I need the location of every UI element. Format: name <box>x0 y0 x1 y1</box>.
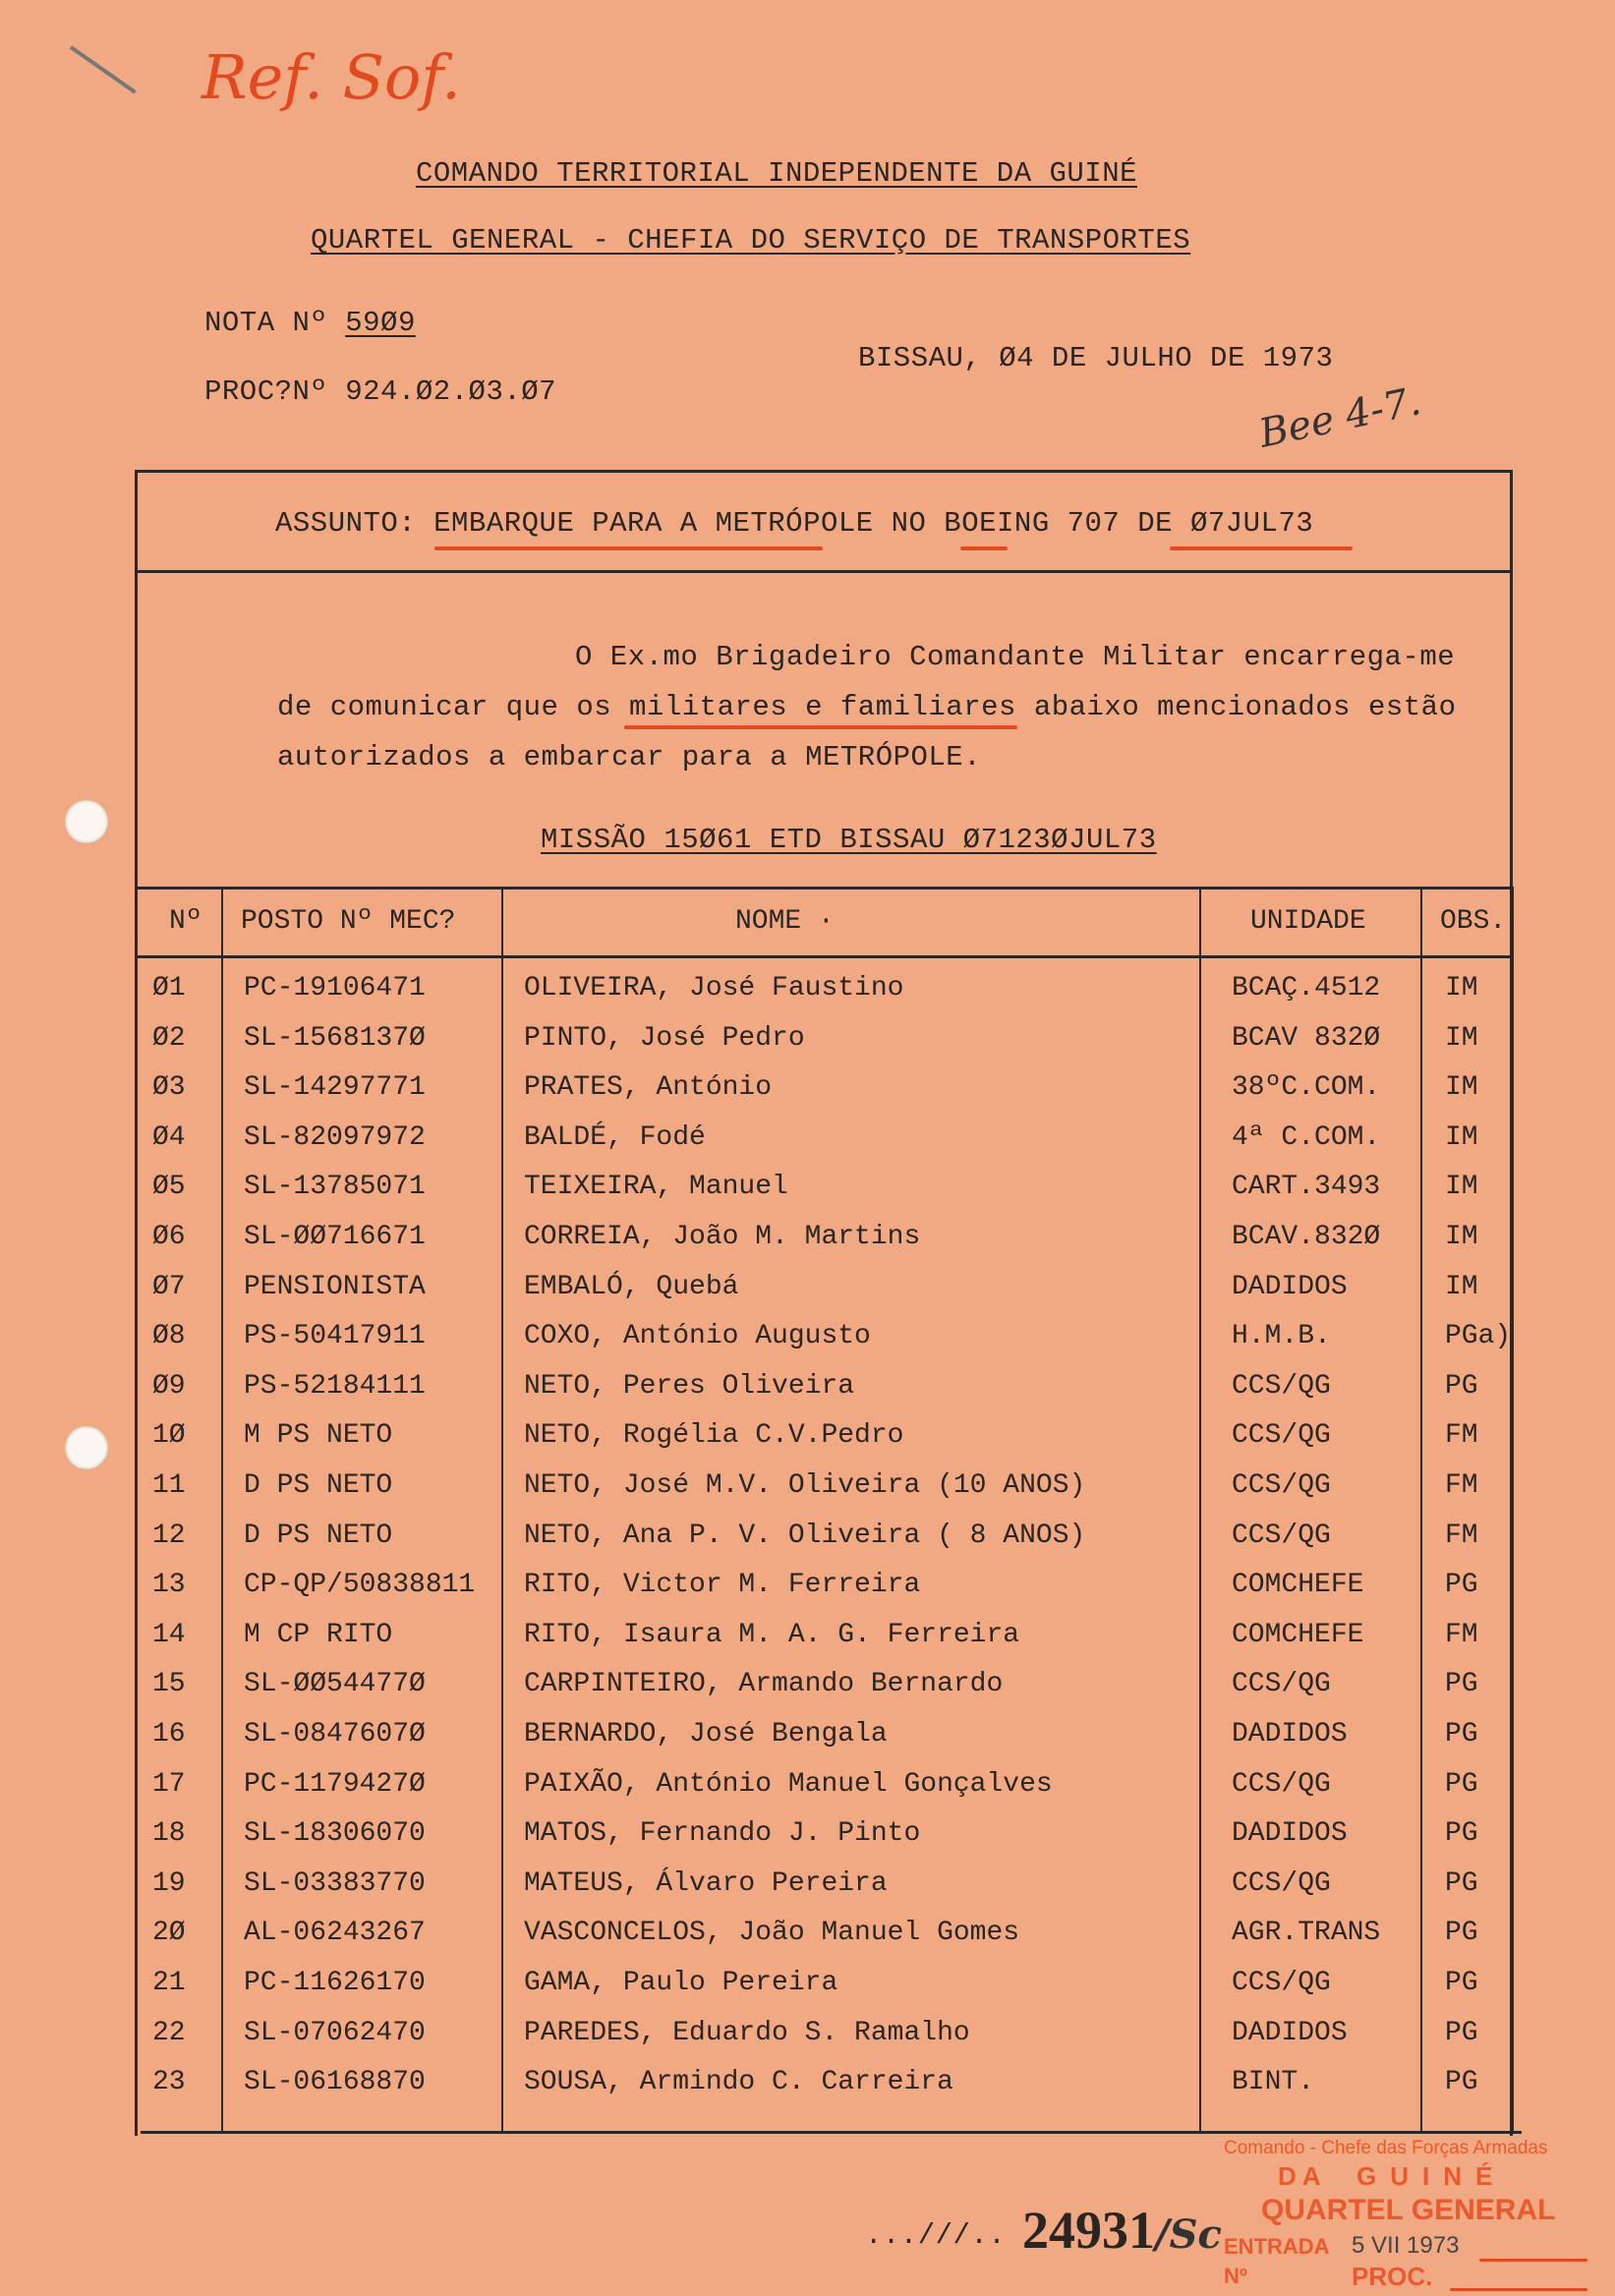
row-number: 18 <box>152 1818 186 1850</box>
name: PAREDES, Eduardo S. Ramalho <box>524 2017 970 2048</box>
row-number: Ø9 <box>152 1370 186 1402</box>
posto-number: PC-11626170 <box>244 1968 426 1998</box>
divider <box>135 955 1513 958</box>
unit: AGR.TRANS <box>1232 1918 1381 1949</box>
red-underline <box>434 546 823 550</box>
obs: PG <box>1445 1918 1478 1949</box>
posto-number: SL-06168870 <box>244 2067 426 2098</box>
unit: CCS/QG <box>1232 1768 1331 1800</box>
row-number: 15 <box>152 1669 186 1700</box>
posto-number: SL-1568137Ø <box>244 1022 426 1054</box>
divider <box>135 887 1513 890</box>
row-number: Ø2 <box>152 1022 186 1054</box>
entry-suffix: /Sc <box>1155 2211 1222 2258</box>
row-number: 16 <box>152 1719 186 1750</box>
body-line-3: autorizados a embarcar para a METRÓPOLE. <box>277 741 982 774</box>
obs: PG <box>1445 1867 1478 1899</box>
header-number: Nº <box>169 906 202 937</box>
row-number: Ø8 <box>152 1321 186 1352</box>
posto-number: SL-ØØ54477Ø <box>244 1669 426 1700</box>
name: PAIXÃO, António Manuel Gonçalves <box>524 1768 1053 1800</box>
obs: PG <box>1445 1669 1478 1700</box>
row-number: Ø3 <box>152 1072 186 1104</box>
header-command: COMANDO TERRITORIAL INDEPENDENTE DA GUINÉ <box>416 157 1138 190</box>
posto-number: AL-06243267 <box>244 1918 426 1949</box>
row-number: 11 <box>152 1470 186 1501</box>
handwritten-reference: Ref. Sof. <box>202 41 461 113</box>
unit: BCAV 832Ø <box>1232 1022 1381 1054</box>
name: CORREIA, João M. Martins <box>524 1222 921 1252</box>
nota-number <box>204 307 416 339</box>
obs: PG <box>1445 1768 1478 1800</box>
obs: IM <box>1445 973 1478 1004</box>
stamp-da: DA <box>1278 2161 1327 2191</box>
posto-number: SL-07062470 <box>244 2017 426 2048</box>
obs: IM <box>1445 1172 1478 1203</box>
row-number: 21 <box>152 1968 186 1998</box>
staple-mark-icon <box>70 45 137 93</box>
row-number: 12 <box>152 1520 186 1551</box>
posto-number: PS-50417911 <box>244 1321 426 1352</box>
obs: FM <box>1445 1470 1478 1501</box>
unit: DADIDOS <box>1232 1719 1348 1750</box>
posto-number: SL-14297771 <box>244 1072 426 1104</box>
column-divider <box>221 887 223 2131</box>
unit: DADIDOS <box>1232 1818 1348 1850</box>
row-number: Ø5 <box>152 1172 186 1203</box>
row-number: 19 <box>152 1867 186 1899</box>
unit: CCS/QG <box>1232 1420 1331 1452</box>
stamp-line <box>1479 2259 1587 2262</box>
name: RITO, Isaura M. A. G. Ferreira <box>524 1619 1020 1650</box>
unit: CCS/QG <box>1232 1867 1331 1899</box>
obs: PG <box>1445 2067 1478 2098</box>
entry-number-value: 24931 <box>1022 2201 1155 2260</box>
name: SOUSA, Armindo C. Carreira <box>524 2067 953 2098</box>
body-line-1: O Ex.mo Brigadeiro Comandante Militar encarrega-me <box>575 641 1456 673</box>
subject-line: ASSUNTO: EMBARQUE PARA A METRÓPOLE NO BOEING 707 DE Ø7JUL73 <box>275 507 1314 540</box>
posto-number: SL-03383770 <box>244 1867 426 1899</box>
name: BALDÉ, Fodé <box>524 1121 706 1153</box>
obs: PG <box>1445 1719 1478 1750</box>
stamp-command: Comando - Chefe das Forças Armadas <box>1224 2138 1548 2158</box>
obs: PG <box>1445 2017 1478 2048</box>
obs: IM <box>1445 1121 1478 1153</box>
obs: IM <box>1445 1022 1478 1054</box>
stamp-proc: PROC. <box>1352 2262 1433 2291</box>
obs: IM <box>1445 1072 1478 1104</box>
posto-number: PC-1179427Ø <box>244 1768 426 1800</box>
process-number: PROC?Nº 924.Ø2.Ø3.Ø7 <box>204 375 557 408</box>
posto-number: PC-19106471 <box>244 973 426 1004</box>
unit: 38ºC.COM. <box>1232 1072 1381 1104</box>
row-number: Ø4 <box>152 1121 186 1153</box>
continuation-mark: ...///.. <box>865 2219 1007 2252</box>
header-quartel: QUARTEL GENERAL - CHEFIA DO SERVIÇO DE TRANSPORTES <box>311 224 1191 257</box>
column-divider <box>1199 887 1201 2131</box>
obs: PG <box>1445 1570 1478 1601</box>
posto-number: CP-QP/50838811 <box>244 1570 476 1601</box>
name: PINTO, José Pedro <box>524 1022 805 1054</box>
red-underline <box>960 546 1008 550</box>
unit: COMCHEFE <box>1232 1570 1364 1601</box>
nota-label: NOTA Nº <box>204 307 346 339</box>
row-number: 2Ø <box>152 1918 186 1949</box>
name: MATEUS, Álvaro Pereira <box>524 1867 888 1899</box>
body-line-2: de comunicar que os militares e familiares abaixo mencionados estão <box>277 691 1457 723</box>
name: OLIVEIRA, José Faustino <box>524 973 904 1004</box>
nota-value: 59Ø9 <box>345 307 416 339</box>
obs: PGa) <box>1445 1321 1512 1352</box>
unit: CCS/QG <box>1232 1669 1331 1700</box>
stamp-entrada: ENTRADA <box>1224 2234 1330 2259</box>
row-number: 17 <box>152 1768 186 1800</box>
unit: DADIDOS <box>1232 2017 1348 2048</box>
row-number: 22 <box>152 2017 186 2048</box>
posto-number: D PS NETO <box>244 1470 393 1501</box>
obs: IM <box>1445 1222 1478 1252</box>
column-divider <box>501 887 503 2131</box>
row-number: Ø6 <box>152 1222 186 1252</box>
unit: 4ª C.COM. <box>1232 1121 1381 1153</box>
punch-hole <box>65 800 108 843</box>
stamp-quartel-general: QUARTEL GENERAL <box>1261 2194 1556 2226</box>
stamp-guine: GUINÉ <box>1356 2161 1507 2191</box>
obs: FM <box>1445 1420 1478 1452</box>
row-number: 1Ø <box>152 1420 186 1452</box>
unit: CCS/QG <box>1232 1968 1331 1998</box>
name: BERNARDO, José Bengala <box>524 1719 888 1750</box>
name: PRATES, António <box>524 1072 773 1104</box>
obs: FM <box>1445 1619 1478 1650</box>
punch-hole <box>65 1426 108 1469</box>
unit: COMCHEFE <box>1232 1619 1364 1650</box>
obs: PG <box>1445 1968 1478 1998</box>
posto-number: SL-ØØ716671 <box>244 1222 426 1252</box>
stamp-no: Nº <box>1224 2264 1247 2288</box>
obs: FM <box>1445 1520 1478 1551</box>
posto-number: SL-18306070 <box>244 1818 426 1850</box>
red-underline <box>624 725 1017 729</box>
divider <box>135 570 1513 573</box>
obs: IM <box>1445 1271 1478 1302</box>
posto-number: M PS NETO <box>244 1420 393 1452</box>
header-nome: NOME · <box>735 906 835 937</box>
table-bottom <box>141 2131 1522 2134</box>
unit: BCAV.832Ø <box>1232 1222 1381 1252</box>
name: NETO, Peres Oliveira <box>524 1370 855 1402</box>
name: MATOS, Fernando J. Pinto <box>524 1818 921 1850</box>
obs: PG <box>1445 1370 1478 1402</box>
posto-number: SL-82097972 <box>244 1121 426 1153</box>
unit: BCAÇ.4512 <box>1232 973 1381 1004</box>
row-number: 23 <box>152 2067 186 2098</box>
posto-number: PENSIONISTA <box>244 1271 426 1302</box>
name: TEIXEIRA, Manuel <box>524 1172 788 1203</box>
name: COXO, António Augusto <box>524 1321 871 1352</box>
stamp-line <box>1450 2288 1587 2291</box>
handwritten-initials: Bee 4-7. <box>1255 378 1425 457</box>
name: EMBALÓ, Quebá <box>524 1271 739 1302</box>
posto-number: PS-52184111 <box>244 1370 426 1402</box>
header-unidade: UNIDADE <box>1250 906 1366 937</box>
unit: CCS/QG <box>1232 1470 1331 1501</box>
stamp-date: 5 VII 1973 <box>1352 2232 1460 2259</box>
row-number: 14 <box>152 1619 186 1650</box>
name: GAMA, Paulo Pereira <box>524 1968 838 1998</box>
unit: CART.3493 <box>1232 1172 1381 1203</box>
posto-number: D PS NETO <box>244 1520 393 1551</box>
name: VASCONCELOS, João Manuel Gomes <box>524 1918 1020 1949</box>
header-posto: POSTO Nº MEC? <box>241 906 456 937</box>
mission-line: MISSÃO 15Ø61 ETD BISSAU Ø7123ØJUL73 <box>541 824 1157 856</box>
column-divider <box>1420 887 1422 2131</box>
obs: PG <box>1445 1818 1478 1850</box>
red-underline <box>1170 546 1353 550</box>
date-line: BISSAU, Ø4 DE JULHO DE 1973 <box>858 342 1334 374</box>
name: NETO, Rogélia C.V.Pedro <box>524 1420 904 1452</box>
unit: CCS/QG <box>1232 1370 1331 1402</box>
posto-number: SL-13785071 <box>244 1172 426 1203</box>
row-number: 13 <box>152 1570 186 1601</box>
name: NETO, Ana P. V. Oliveira ( 8 ANOS) <box>524 1520 1086 1551</box>
posto-number: SL-0847607Ø <box>244 1719 426 1750</box>
name: CARPINTEIRO, Armando Bernardo <box>524 1669 1004 1700</box>
header-obs: OBS. <box>1440 906 1507 937</box>
entry-number <box>1022 2202 1222 2260</box>
unit: CCS/QG <box>1232 1520 1331 1551</box>
name: RITO, Victor M. Ferreira <box>524 1570 921 1601</box>
row-number: Ø1 <box>152 973 186 1004</box>
name: NETO, José M.V. Oliveira (10 ANOS) <box>524 1470 1086 1501</box>
column-divider <box>1512 887 1514 2131</box>
row-number: Ø7 <box>152 1271 186 1302</box>
unit: BINT. <box>1232 2067 1315 2098</box>
posto-number: M CP RITO <box>244 1619 393 1650</box>
unit: DADIDOS <box>1232 1271 1348 1302</box>
unit: H.M.B. <box>1232 1321 1331 1352</box>
